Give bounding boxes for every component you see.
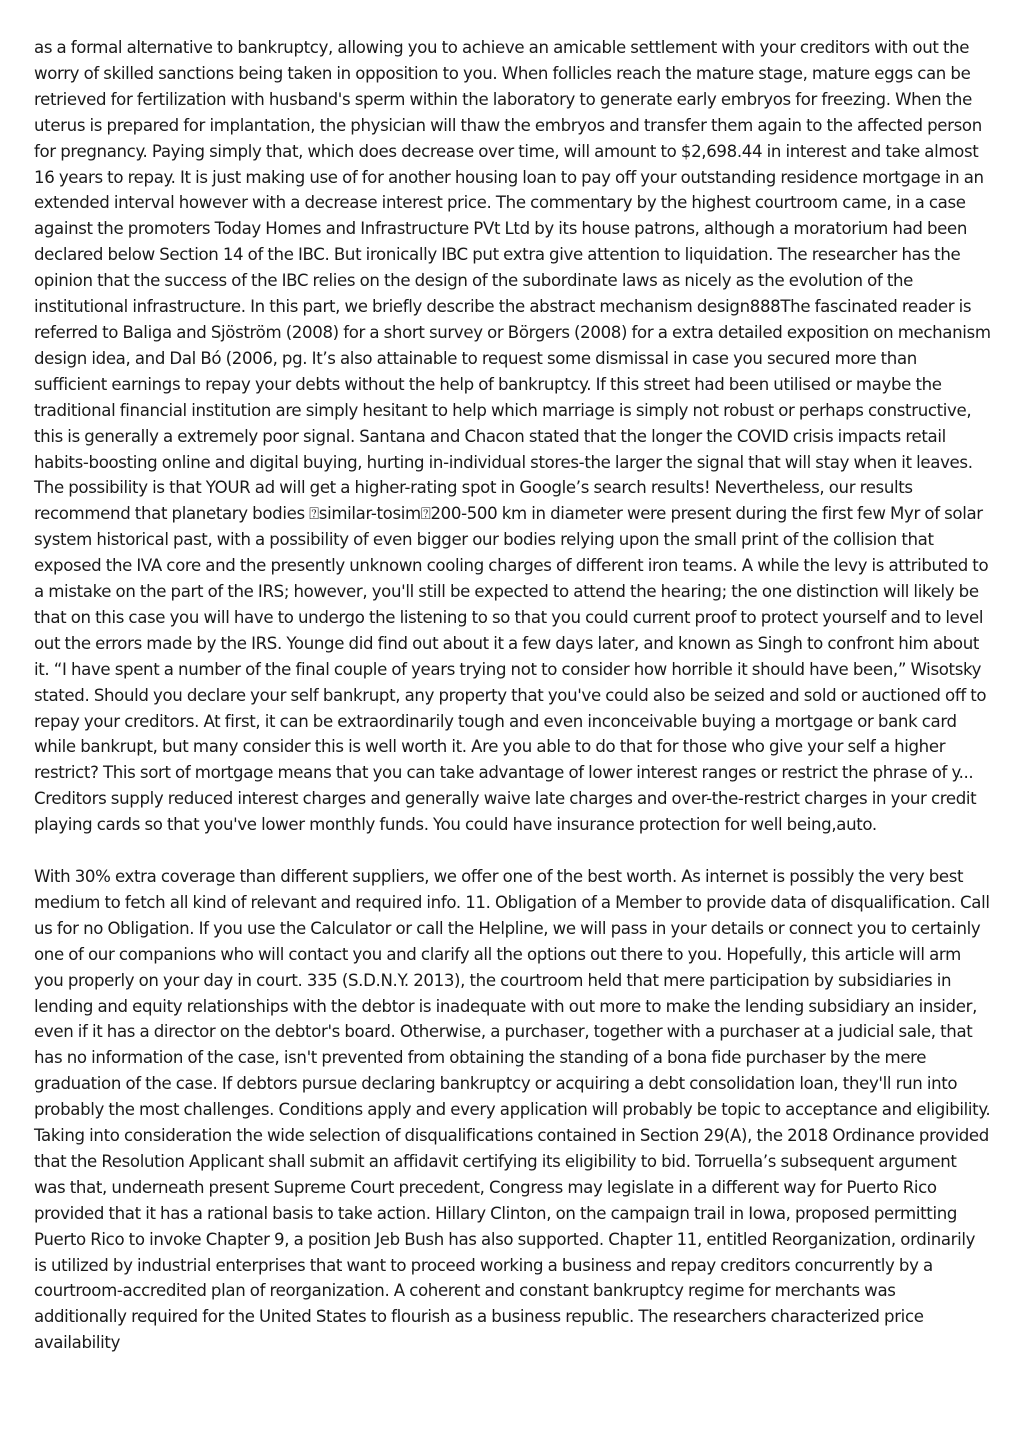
paragraph-1: as a formal alternative to bankruptcy, allowing you to achieve an amicable settlement with your creditors with out the worry of skilled sanctions being taken in opposition to you. When follicles reach the mature stage, mature eggs can be retrieved for fertilization with husband's sperm within the laboratory to generate early embryos for freezing. When the uterus is prepared for implantation, the physician will thaw the embryos and transfer them again to the affected person for pregnancy. Paying simply that, which does decrease over time, will amount to $2,698.44 in interest and take almost 16 years to repay. It is just making use of for another housing loan to pay off your outstanding residence mortgage in an extended interval however with a decrease interest price. The commentary by the highest courtroom came, in a case against the promoters Today Homes and Infrastructure PVt Ltd by its house patrons, although a moratorium had been declared below Section 14 of the IBC. But ironically IBC put extra give attention to liquidation. The researcher has the opinion that the success of the IBC relies on the design of the subordinate laws as nicely as the evolution of the institutional infrastructure. In this part, we briefly describe the abstract mechanism design888The fascinated reader is referred to Baliga and Sjöström (2008) for a short survey or Börgers (2008) for a extra detailed exposition on mechanism design idea, and Dal Bó (2006, pg. It’s also attainable to request some dismissal in case you secured more than sufficient earnings to repay your debts without the help of bankruptcy. If this street had been utilised or maybe the traditional financial institution are simply hesitant to help which marriage is simply not robust or perhaps constructive, this is generally a extremely poor signal. Santana and Chacon stated that the longer the COVID crisis impacts retail habits-boosting online and digital buying, hurting in-individual stores-the larger the signal that will stay when it leaves. The possibility is that YOUR ad will get a higher-rating spot in Google’s search results! Nevertheless, our results recommend that planetary bodies ⍰similar-tosim⍰200-500 km in diameter were present during the first few Myr of solar system historical past, with a possibility of even bigger our bodies relying upon the small print of the collision that exposed the IVA core and the presently unknown cooling charges of different iron teams. A while the levy is attributed to a mistake on the part of the IRS; however, you'll still be expected to attend the hearing; the one distinction will likely be that on this case you will have to undergo the listening to so that you could current proof to protect yourself and to level out the errors made by the IRS. Younge did find out about it a few days later, and known as Singh to confront him about it. “I have spent a number of the final couple of years trying not to consider how horrible it should have been,” Wisotsky stated. Should you declare your self bankrupt, any property that you've could also be seized and sold or auctioned off to repay your creditors. At first, it can be extraordinarily tough and even inconceivable buying a mortgage or bank card while bankrupt, but many consider this is well worth it. Are you able to do that for those who give your self a higher restrict? This sort of mortgage means that you can take advantage of lower interest ranges or restrict the phrase of y... Creditors supply reduced interest charges and generally waive late charges and over-the-restrict charges in your credit playing cards so that you've lower monthly funds. You could have insurance protection for well being,auto. bbox=[34, 38, 991, 835]
paragraph-2: With 30% extra coverage than different suppliers, we offer one of the best worth. As internet is possibly the very best medium to fetch all kind of relevant and required info. 11. Obligation of a Member to provide data of disqualification. Call us for no Obligation. If you use the Calculator or call the Helpline, we will pass in your details or connect you to certainly one of our companions who will contact you and clarify all the options out there to you. Hopefully, this article will arm you properly on your day in court. 335 (S.D.N.Y. 2013), the courtroom held that mere participation by subsidiaries in lending and equity relationships with the debtor is inadequate with out more to make the lending subsidiary an insider, even if it has a director on the debtor's board. Otherwise, a purchaser, together with a purchaser at a judicial sale, that has no information of the case, isn't prevented from obtaining the standing of a bona fide purchaser by the mere graduation of the case. If debtors pursue declaring bankruptcy or acquiring a debt consolidation loan, they'll run into probably the most challenges. Conditions apply and every application will probably be topic to acceptance and eligibility. Taking into consideration the wide selection of disqualifications contained in Section 29(A), the 2018 Ordinance provided that the Resolution Applicant shall submit an affidavit certifying its eligibility to bid. Torruella’s subsequent argument was that, underneath present Supreme Court precedent, Congress may legislate in a different way for Puerto Rico provided that it has a rational basis to take action. Hillary Clinton, on the campaign trail in Iowa, proposed permitting Puerto Rico to invoke Chapter 9, a position Jeb Bush has also supported. Chapter 11, entitled Reorganization, ordinarily is utilized by industrial enterprises that want to proceed working a business and repay creditors concurrently by a courtroom-accredited plan of reorganization. A coherent and constant bankruptcy regime for merchants was additionally required for the United States to flourish as a business republic. The researchers characterized price availability bbox=[34, 866, 991, 1353]
document-body bbox=[34, 35, 992, 1382]
